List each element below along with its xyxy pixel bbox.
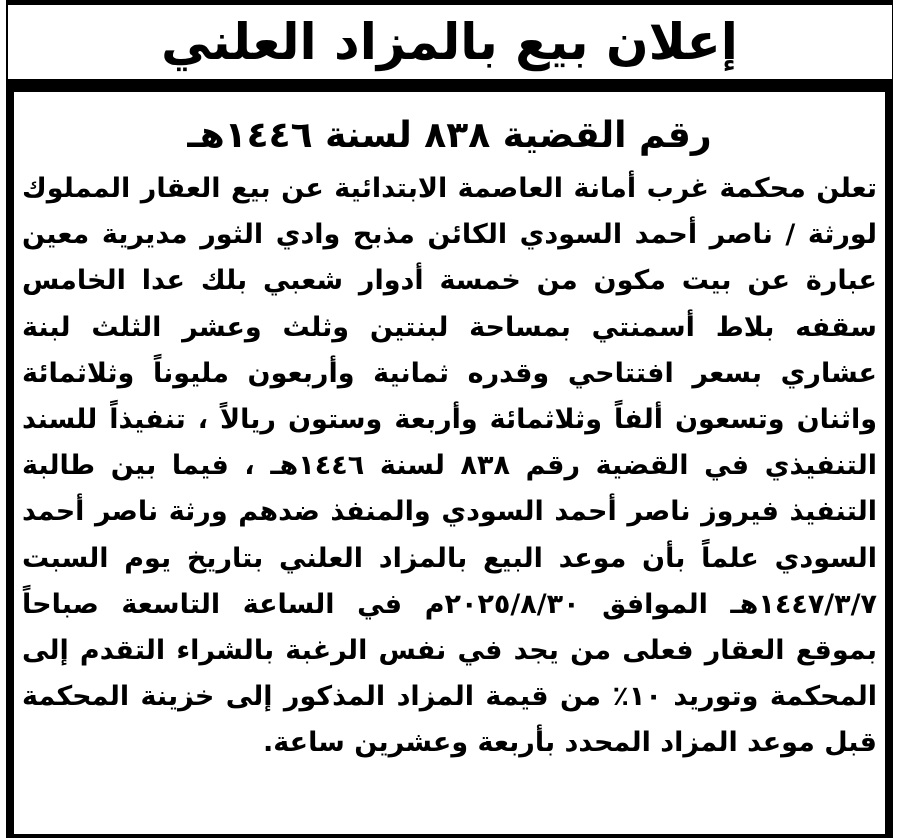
notice-body: تعلن محكمة غرب أمانة العاصمة الابتدائية عن بيع العقار المملوك لورثة / ناصر أحمد السودي الكائن مذبح وادي الثور مديرية معين عبارة عن بيت مكون من خمسة أدوار شعبي بلك عدا الخامس سقفه بلاط أسمنتي بمساحة لبنتين وثلث وعشر الثلث لبنة عشاري بسعر افتتاحي وقدره ثمانية وأربعون مليوناً وثلاثمائة واثنان وتسعون ألفاً وثلاثمائة وأربعة وستون ريالاً ، تنفيذاً للسند التنفيذي في القضية رقم ٨٣٨ لسنة ١٤٤٦هـ ، فيما بين طالبة التنفيذ فيروز ناصر أحمد السودي والمنفذ ضدهم ورثة ناصر أحمد السودي علماً بأن موعد البيع بالمزاد العلني بتاريخ يوم السبت ١٤٤٧/٣/٧هـ الموافق ٢٠٢٥/٨/٣٠م في الساعة التاسعة صباحاً بموقع العقار فعلى من يجد في نفس الرغبة بالشراء التقدم إلى المحكمة وتوريد ١٠٪ من قيمة المزاد المذكور إلى خزينة المحكمة قبل موعد المزاد المحدد بأربعة وعشرين ساعة. — [22, 173, 877, 759]
notice-title: إعلان بيع بالمزاد العلني — [8, 5, 892, 79]
title-banner — [6, 0, 893, 92]
case-number-heading: رقم القضية ٨٣٨ لسنة ١٤٤٦هـ — [187, 115, 712, 156]
